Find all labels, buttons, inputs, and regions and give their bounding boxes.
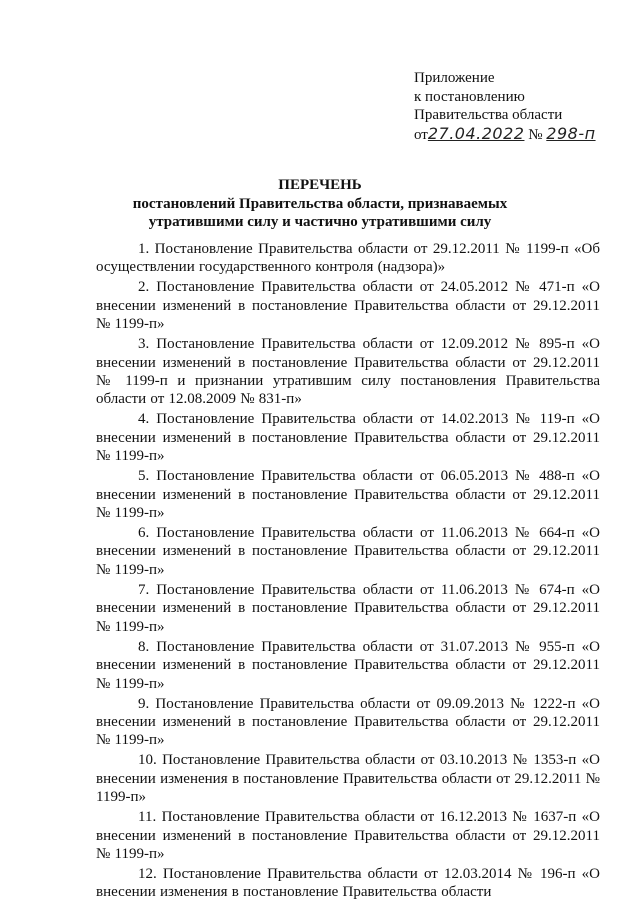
list-item: 6. Постановление Правительства области от 11.06.2013 № 664-п «О внесении изменений в постановление Правительства области от 29.12.2011 № 1199-п» (96, 525, 600, 578)
list-item: 7. Постановление Правительства области от 11.06.2013 № 674-п «О внесении изменений в постановление Правительства области от 29.12.2011 № 1199-п» (96, 581, 600, 635)
list-item: 5. Постановление Правительства области от 06.05.2013 № 488-п «О внесении изменений в постановление Правительства области от 29.12.2011 № 1199-п» (96, 468, 600, 522)
appendix-header (414, 69, 614, 144)
from-prefix: от (414, 126, 428, 143)
document-title (60, 176, 580, 232)
list-item: 10. Постановление Правительства области от 03.10.2013 № 1353-п «О внесении изменения в постановление Правительства области от 29.12.2011 № 1199-п» (96, 752, 600, 806)
appendix-date-number (414, 125, 614, 145)
list-item: 1. Постановление Правительства области от 29.12.2011 № 1199-п «Об осуществлении государственного контроля (надзора)» (96, 241, 600, 276)
title-heading: ПЕРЕЧЕНЬ (278, 177, 362, 193)
title-line-2: постановлений Правительства области, признаваемых (132, 195, 508, 212)
handwritten-number: 298-п (546, 123, 596, 143)
handwritten-date: 27.04.2022 (427, 123, 525, 143)
list-item: 2. Постановление Правительства области от 24.05.2012 № 471-п «О внесении изменений в постановление Правительства области от 29.12.2011 № 1199-п» (96, 279, 600, 333)
list-item: 12. Постановление Правительства области от 12.03.2014 № 196-п «О внесении изменения в постановление Правительства области (96, 865, 600, 901)
appendix-to-resolution: к постановлению (414, 88, 525, 105)
appendix-title: Приложение (414, 70, 495, 86)
resolution-list (96, 240, 600, 903)
list-item: 4. Постановление Правительства области от 14.02.2013 № 119-п «О внесении изменений в постановление Правительства области от 29.12.2011 № 1199-п» (96, 411, 600, 465)
list-item: 3. Постановление Правительства области от 12.09.2012 № 895-п «О внесении изменений в постановление Правительства области от 29.12.2011 № 1199-п и признании утратившим силу постановления Правительства области от 12.08.2009 № 831-п» (96, 336, 600, 408)
list-item: 9. Постановление Правительства области от 09.09.2013 № 1222-п «О внесении изменений в постановление Правительства области от 29.12.2011 № 1199-п» (96, 695, 600, 749)
number-sign: № (528, 126, 543, 143)
title-line-3: утратившими силу и частично утратившими силу (148, 214, 492, 230)
list-item: 8. Постановление Правительства области от 31.07.2013 № 955-п «О внесении изменений в постановление Правительства области от 29.12.2011 № 1199-п» (96, 638, 600, 692)
list-item: 11. Постановление Правительства области от 16.12.2013 № 1637-п «О внесении изменений в постановление Правительства области от 29.12.2011 № 1199-п» (96, 809, 600, 862)
appendix-issuer: Правительства области (414, 107, 563, 123)
